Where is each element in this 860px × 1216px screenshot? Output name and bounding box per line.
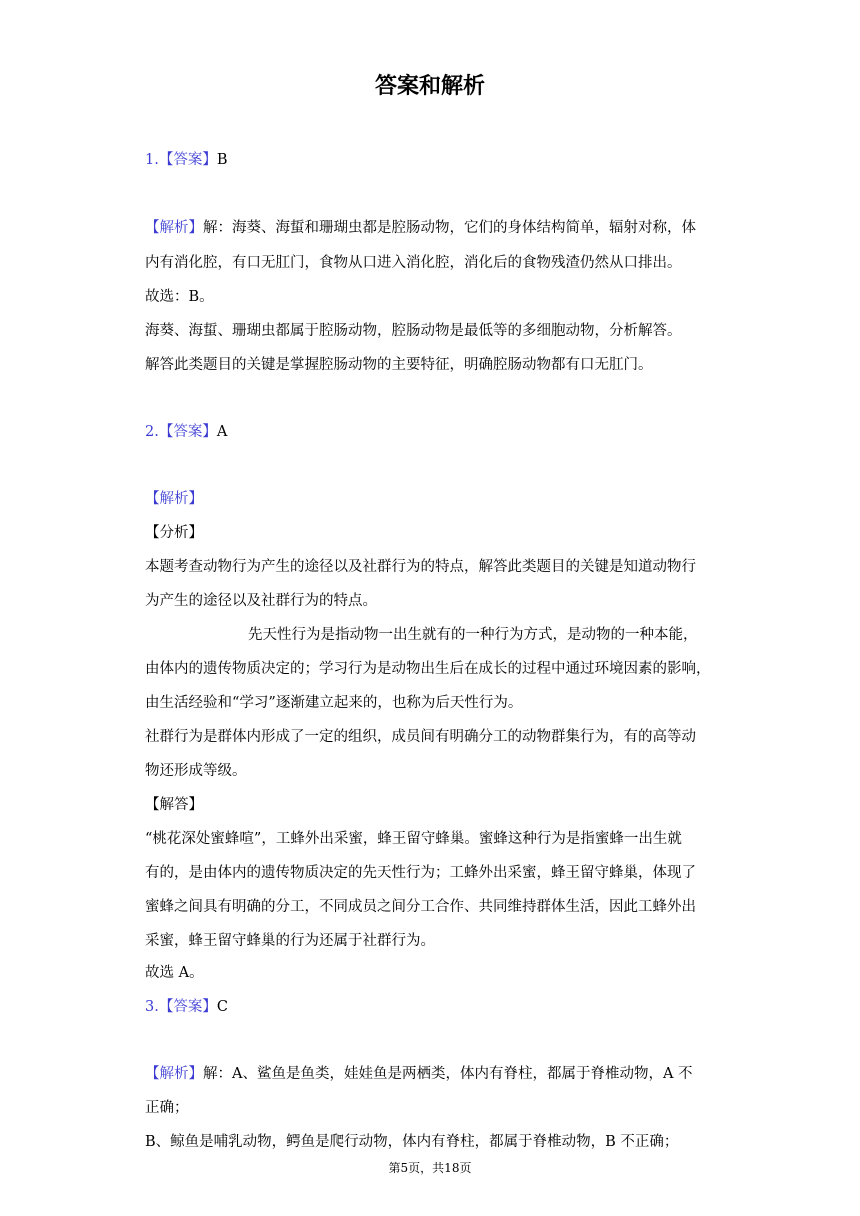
q1-number: 1. — [145, 152, 159, 168]
q1-answer: B — [216, 152, 228, 168]
q2-jieda-line-5: 故选 A。 — [145, 965, 204, 981]
q2-answer-line — [145, 422, 725, 442]
q1-analysis-line-1 — [145, 218, 725, 238]
q2-jieda-tag: 【解答】 — [145, 797, 203, 813]
page-footer: 第5页，共18页 — [388, 1161, 472, 1175]
q2-jieda-line-1: “桃花深处蜜蜂喧”，工蜂外出采蜜，蜂王留守蜂巢。蜜蜂这种行为是指蜜蜂一出生就 — [145, 831, 682, 847]
q1-analysis-line-2: 内有消化腔，有口无肛门，食物从口进入消化腔，消化后的食物残渣仍然从口排出。 — [145, 255, 682, 271]
q3-analysis-line-2: 正确； — [145, 1100, 189, 1116]
q3-answer-tag: 【答案】 — [158, 999, 217, 1015]
q2-fenxi-line-5: 由生活经验和“学习”逐渐建立起来的，也称为后天性行为。 — [145, 695, 523, 711]
q2-answer-tag: 【答案】 — [158, 424, 217, 440]
q2-fenxi-tag: 【分析】 — [145, 525, 203, 541]
q2-fenxi-line-6: 社群行为是群体内形成了一定的组织，成员间有明确分工的动物群集行为，有的高等动 — [145, 729, 696, 745]
q3-analysis-text: 解：A、鲨鱼是鱼类，娃娃鱼是两栖类，体内有脊柱，都属于脊椎动物，A 不 — [203, 1066, 693, 1082]
q2-fenxi-line-1: 本题考查动物行为产生的途径以及社群行为的特点，解答此类题目的关键是知道动物行 — [145, 559, 696, 575]
q1-analysis-line-5: 解答此类题目的关键是掌握腔肠动物的主要特征，明确腔肠动物都有口无肛门。 — [145, 357, 653, 373]
q3-answer: C — [216, 999, 228, 1015]
q1-jiexi-tag: 【解析】 — [145, 220, 203, 236]
q2-fenxi-line-3: 先天性行为是指动物一出生就有的一种行为方式，是动物的一种本能， — [248, 627, 698, 643]
q1-analysis-line-4: 海葵、海蜇、珊瑚虫都属于腔肠动物，腔肠动物是最低等的多细胞动物，分析解答。 — [145, 323, 682, 339]
q1-analysis-line-3: 故选：B。 — [145, 289, 214, 305]
q1-answer-line — [145, 150, 725, 170]
q2-fenxi-line-2: 为产生的途径以及社群行为的特点。 — [145, 593, 377, 609]
q3-answer-line — [145, 997, 725, 1017]
q3-analysis-line-1 — [145, 1064, 725, 1084]
page-title: 答案和解析 — [374, 74, 485, 99]
q3-number: 3. — [145, 999, 159, 1015]
q1-answer-tag: 【答案】 — [158, 152, 217, 168]
q3-analysis-line-3: B、鲸鱼是哺乳动物，鳄鱼是爬行动物，体内有脊柱，都属于脊椎动物，B 不正确； — [145, 1134, 679, 1150]
q1-analysis-text: 解：海葵、海蜇和珊瑚虫都是腔肠动物，它们的身体结构简单，辐射对称，体 — [203, 220, 696, 236]
q3-jiexi-tag: 【解析】 — [145, 1066, 203, 1082]
q2-number: 2. — [145, 424, 159, 440]
q2-fenxi-line-4: 由体内的遗传物质决定的；学习行为是动物出生后在成长的过程中通过环境因素的影响， — [145, 661, 711, 677]
q2-jieda-line-2: 有的，是由体内的遗传物质决定的先天性行为；工蜂外出采蜜，蜂王留守蜂巢，体现了 — [145, 865, 696, 881]
q2-jieda-line-3: 蜜蜂之间具有明确的分工，不同成员之间分工合作、共同维持群体生活，因此工蜂外出 — [145, 899, 696, 915]
q2-jiexi-tag: 【解析】 — [145, 491, 203, 507]
q2-jieda-line-4: 采蜜，蜂王留守蜂巢的行为还属于社群行为。 — [145, 933, 435, 949]
q2-answer: A — [216, 424, 228, 440]
q2-fenxi-line-7: 物还形成等级。 — [145, 763, 247, 779]
